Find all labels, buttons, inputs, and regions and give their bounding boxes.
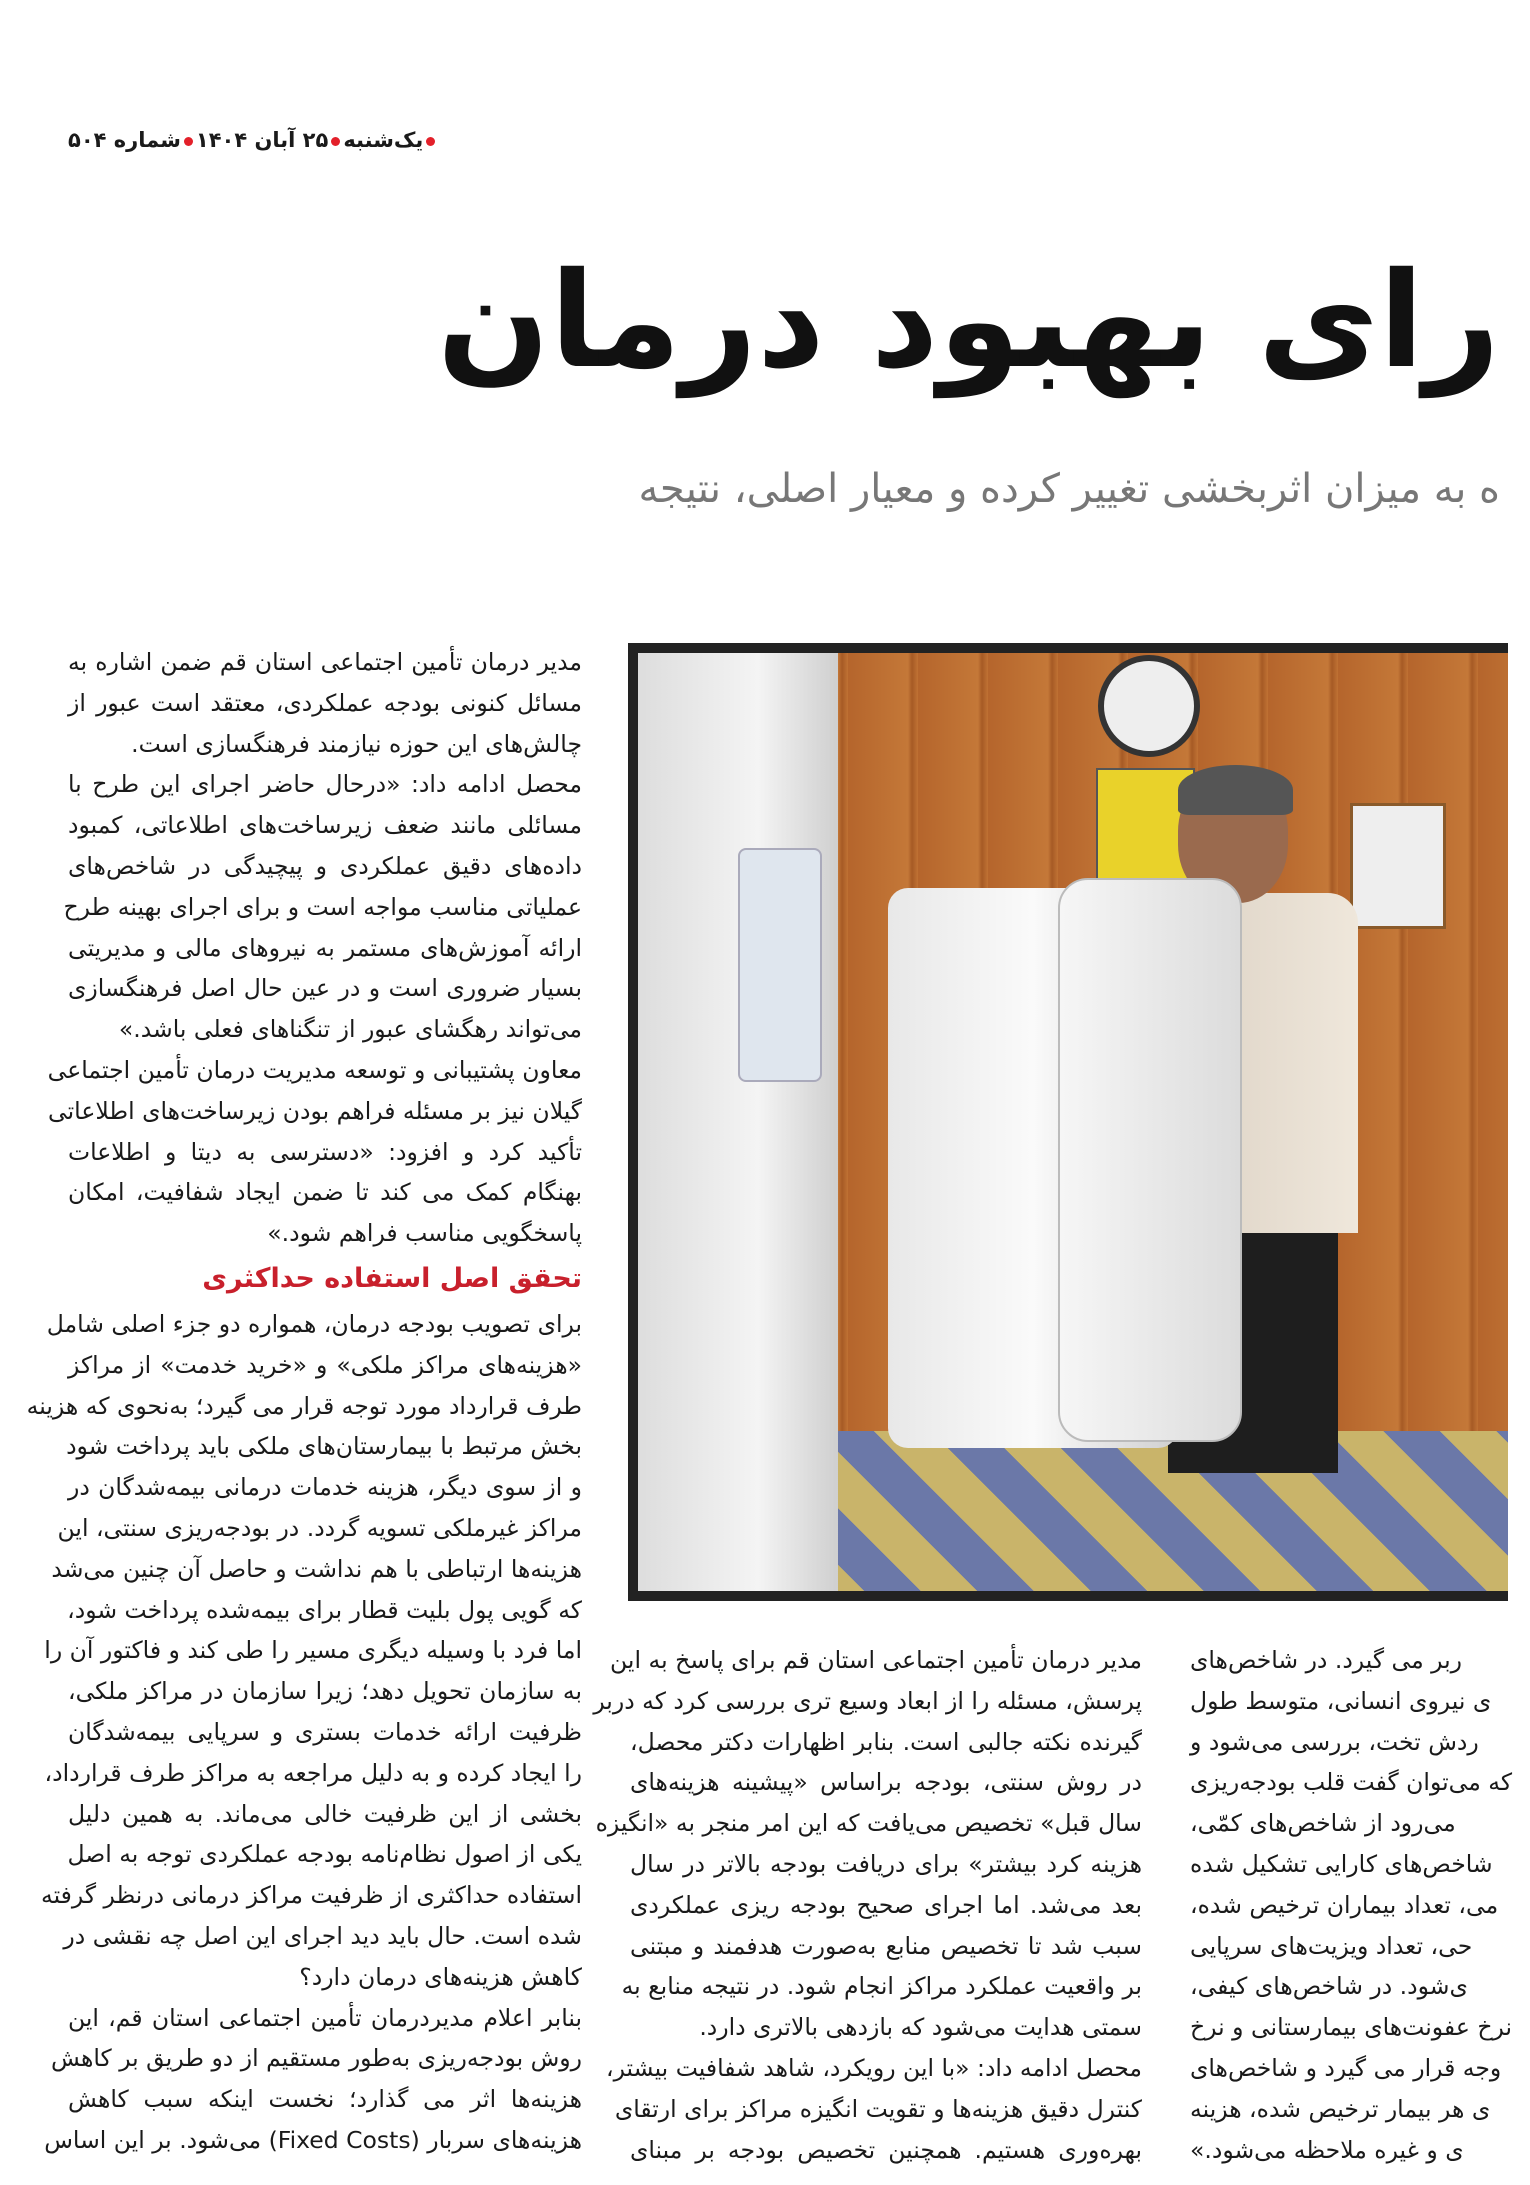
text-line: «هزینه‌های مراکز ملکی» و «خرید خدمت» از مراکز	[68, 1350, 582, 1379]
bullet-dot-icon	[426, 137, 435, 146]
xray-device	[738, 848, 1258, 1548]
text-line: سال قبل» تخصیص می‌یافت که این امر منجر به «انگیزه	[595, 1809, 1142, 1838]
dateline-issue: شماره ۵۰۴	[68, 128, 181, 152]
text-line: ربر می گیرد. در شاخص‌های	[1190, 1646, 1463, 1674]
text-line: هزینه‌ها اثر می گذارد؛ نخست اینکه سبب کاهش	[68, 2085, 582, 2114]
text-line: نرخ عفونت‌های بیمارستانی و نرخ	[1190, 2013, 1512, 2042]
paragraph	[44, 1998, 582, 2161]
paragraph	[1190, 1640, 1530, 2170]
text-line: محصل ادامه داد: «درحال حاضر اجرای این طرح با	[68, 770, 582, 799]
text-line: چالش‌های این حوزه نیازمند فرهنگسازی است.	[131, 729, 582, 758]
left-column	[26, 642, 582, 2161]
text-line: بهنگام کمک می کند تا ضمن ایجاد شفافیت، امکان	[68, 1178, 582, 1207]
text-line: سمتی هدایت می‌شود که بازدهی بالاتری دارد.	[699, 2013, 1142, 2042]
text-line: می‌تواند رهگشای عبور از تنگناهای فعلی باشد.»	[118, 1015, 582, 1044]
text-line: ی‌شود. در شاخص‌های کیفی،	[1190, 1972, 1468, 2001]
text-line: مدیر درمان تأمین اجتماعی استان قم ضمن اشاره به	[68, 648, 582, 676]
paragraph	[68, 642, 582, 764]
paragraph	[593, 1640, 1142, 2048]
text-line: محصل ادامه داد: «با این رویکرد، شاهد شفافیت بیشتر،	[605, 2053, 1142, 2082]
text-line: بنابر اعلام مدیردرمان تأمین اجتماعی استان قم، این	[68, 2003, 582, 2032]
text-line: اما فرد با وسیله دیگری مسیر را طی کند و فاکتور آن را	[44, 1636, 582, 1665]
text-line: که گویی پول بلیت قطار برای بیمه‌شده پرداخت شود،	[67, 1595, 582, 1624]
text-line: پاسخگویی مناسب فراهم شود.»	[267, 1219, 582, 1248]
patient-hair	[1178, 765, 1293, 815]
text-line: ی هر بیمار ترخیص شده، هزینه	[1190, 2094, 1491, 2123]
wall-clock-icon	[1098, 655, 1200, 757]
text-line: پرسش، مسئله را از ابعاد وسیع تری بررسی کرد که دربر	[593, 1686, 1142, 1715]
text-line: روش بودجه‌ریزی به‌طور مستقیم از دو طریق بر کاهش	[51, 2044, 582, 2073]
text-line: و از سوی دیگر، هزینه خدمات درمانی بیمه‌شدگان در	[68, 1473, 582, 1502]
text-line: بعد می‌شد. اما اجرای صحیح بودجه ریزی عملکردی	[630, 1890, 1142, 1919]
text-line: بخشی از این ظرفیت خالی می‌ماند. به همین دلیل	[68, 1799, 582, 1828]
text-line: هزینه‌ها ارتباطی با هم نداشت و حاصل آن چنین می‌شد	[51, 1554, 582, 1583]
text-line: ی و غیره ملاحظه می‌شود.»	[1190, 2135, 1464, 2164]
headline: رای بهبود درمان	[437, 244, 1500, 398]
text-line: استفاده حداکثری از ظرفیت مراکز درمانی درنظر گرفته	[40, 1881, 582, 1910]
text-line: مراکز غیرملکی تسویه گردد. در بودجه‌ریزی سنتی، این	[57, 1513, 582, 1542]
bullet-dot-icon	[331, 137, 340, 146]
text-line: را ایجاد کرده و به دلیل مراجعه به مراکز طرف قرارداد،	[44, 1758, 582, 1787]
text-line: کنترل دقیق هزینه‌ها و تقویت انگیزه مراکز برای ارتقای	[614, 2094, 1142, 2123]
text-line: یکی از اصول نظام‌نامه بودجه عملکردی توجه به اصل	[67, 1840, 582, 1869]
text-line: برای تصویب بودجه درمان، همواره دو جزء اصلی شامل	[46, 1309, 582, 1338]
xray-machine-photo	[628, 643, 1508, 1601]
text-line: مسائلی مانند ضعف زیرساخت‌های اطلاعاتی، کمبود	[68, 811, 582, 840]
text-line: می، تعداد بیماران ترخیص شده،	[1190, 1890, 1499, 1919]
paragraph	[63, 764, 582, 1050]
middle-column	[593, 1640, 1142, 2170]
text-line: کاهش هزینه‌های درمان دارد؟	[299, 1962, 582, 1991]
text-line: ارائه آموزش‌های مستمر به نیروهای مالی و مدیریتی	[68, 933, 582, 962]
text-line: گیرنده نکته جالبی است. بنابر اظهارات دکتر محصل،	[630, 1727, 1142, 1756]
text-line: در روش سنتی، بودجه براساس «پیشینه هزینه‌های	[630, 1768, 1142, 1797]
text-line: مدیر درمان تأمین اجتماعی استان قم برای پاسخ به این	[610, 1646, 1142, 1674]
text-line: مسائل کنونی بودجه عملکردی، معتقد است عبور از	[68, 688, 582, 717]
control-panel	[738, 848, 822, 1082]
text-line: می‌رود از شاخص‌های کمّی،	[1190, 1809, 1456, 1838]
text-line: داده‌های دقیق عملکردی و پیچیدگی در شاخص‌های	[68, 851, 582, 880]
text-line: حی، تعداد ویزیت‌های سرپایی	[1190, 1931, 1473, 1960]
dateline-date: ۲۵ آبان ۱۴۰۴	[195, 128, 329, 152]
bullet-dot-icon	[184, 137, 193, 146]
text-line: شده است. حال باید دید اجرای این اصل چه نقشی در	[63, 1921, 582, 1950]
text-line: ظرفیت ارائه خدمات بستری و سرپایی بیمه‌شدگان	[68, 1717, 582, 1746]
subtitle: ه به میزان اثربخشی تغییر کرده و معیار اصلی، نتیجه	[638, 466, 1500, 512]
text-line: گیلان نیز بر مسئله فراهم بودن زیرساخت‌های اطلاعاتی	[48, 1096, 582, 1125]
text-line: بخش مرتبط با بیمارستان‌های ملکی باید پرداخت شود	[66, 1432, 582, 1461]
text-line: هزینه کرد بیشتر» برای دریافت بودجه بالاتر در سال	[630, 1849, 1142, 1878]
text-line: به سازمان تحویل دهد؛ زیرا سازمان در مراکز ملکی،	[68, 1677, 582, 1706]
dateline-day: یک‌شنبه	[343, 128, 424, 152]
text-line: ردش تخت، بررسی می‌شود و	[1190, 1727, 1479, 1756]
right-column	[1190, 1640, 1530, 2170]
text-line: سبب شد تا تخصیص منابع به‌صورت هدفمند و مبتنی	[630, 1931, 1142, 1960]
text-line: عملیاتی مناسب مواجه است و برای اجرای بهینه طرح	[63, 892, 582, 921]
text-line: وجه قرار می گیرد و شاخص‌های	[1190, 2053, 1502, 2082]
text-line: بسیار ضروری است و در عین حال اصل فرهنگسازی	[68, 974, 582, 1003]
text-line: ی نیروی انسانی، متوسط طول	[1190, 1686, 1492, 1715]
text-line: تأکید کرد و افزود: «دسترسی به دیتا و اطلاعات	[68, 1137, 582, 1166]
section-subheading: تحقق اصل استفاده حداکثری	[202, 1262, 582, 1294]
paragraph	[605, 2048, 1142, 2170]
text-line: که می‌توان گفت قلب بودجه‌ریزی	[1190, 1768, 1513, 1797]
text-line: بهره‌وری هستیم. همچنین تخصیص بودجه بر مبنای	[630, 2135, 1142, 2164]
paragraph	[26, 1304, 582, 1998]
text-line: هزینه‌های سربار (Fixed Costs) می‌شود. بر این اساس	[44, 2125, 582, 2154]
text-line: شاخص‌های کارایی تشکیل شده	[1190, 1849, 1493, 1878]
text-line: معاون پشتیبانی و توسعه مدیریت درمان تأمین اجتماعی	[47, 1055, 582, 1084]
text-line: بر واقعیت عملکرد مراکز انجام شود. در نتیجه منابع به	[621, 1972, 1142, 2001]
dateline	[68, 128, 438, 152]
xray-detector	[1058, 878, 1242, 1442]
paragraph	[47, 1050, 582, 1254]
text-line: طرف قرارداد مورد توجه قرار می گیرد؛ به‌نحوی که هزینه	[26, 1391, 582, 1420]
